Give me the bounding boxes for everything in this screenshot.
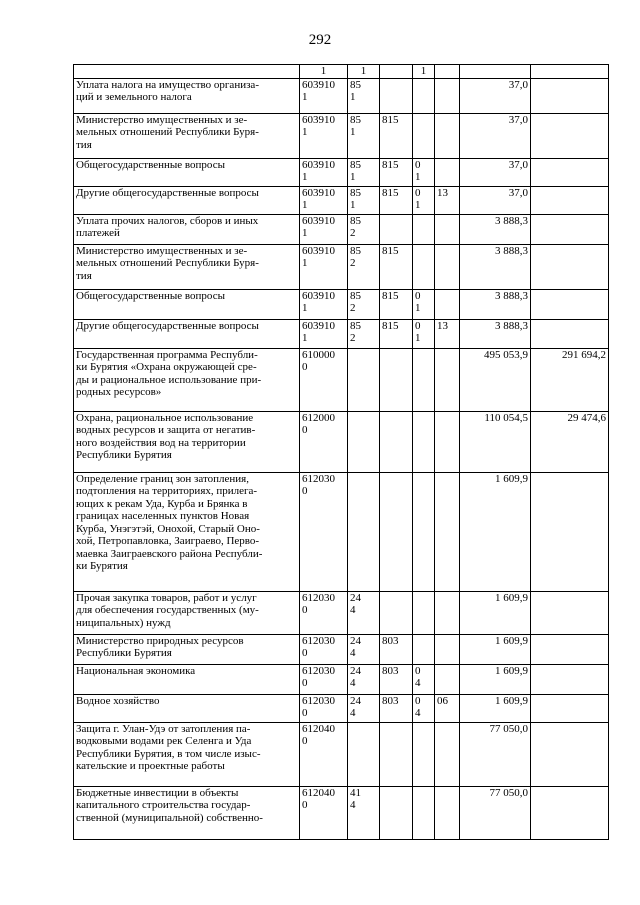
cell-name <box>74 65 300 79</box>
cell-amount: 1 609,9 <box>460 694 531 722</box>
cell-administrator: 815 <box>380 289 413 319</box>
cell-section: 0 4 <box>413 664 435 694</box>
cell-target-article: 612030 0 <box>300 591 348 634</box>
cell-name: Национальная экономика <box>74 664 300 694</box>
cell-name: Определение границ зон затопления, подтопления на территориях, прилега- ющих к рекам Уда, Курба и Брянка в границах населенных пунктов Новая Курба, Унэгэтэй, Онохой, Старый Оно- хой, Петропавловка, Заиграево, Перво- маевка Заиграевского района Республи- ки Бурятия <box>74 472 300 591</box>
cell-expense-type: 85 1 <box>348 158 380 186</box>
table-row <box>74 214 609 244</box>
table-row <box>74 664 609 694</box>
cell-amount: 37,0 <box>460 113 531 158</box>
cell-target-article: 612030 0 <box>300 634 348 664</box>
cell-subsection <box>435 786 460 839</box>
cell-amount-federal <box>531 186 609 214</box>
cell-amount-federal <box>531 472 609 591</box>
table-row <box>74 158 609 186</box>
cell-section <box>413 591 435 634</box>
cell-amount: 1 609,9 <box>460 472 531 591</box>
cell-expense-type: 85 1 <box>348 113 380 158</box>
cell-section: 0 1 <box>413 186 435 214</box>
cell-administrator <box>380 722 413 786</box>
cell-subsection <box>435 214 460 244</box>
cell-amount-federal: 29 474,6 <box>531 411 609 472</box>
cell-subsection: 13 <box>435 186 460 214</box>
cell-amount: 1 609,9 <box>460 634 531 664</box>
table-row <box>74 348 609 411</box>
table-row <box>74 78 609 113</box>
table-row <box>74 472 609 591</box>
cell-target-article: 603910 1 <box>300 186 348 214</box>
cell-section <box>413 634 435 664</box>
cell-expense-type: 85 2 <box>348 214 380 244</box>
cell-amount: 3 888,3 <box>460 289 531 319</box>
cell-section: 0 1 <box>413 158 435 186</box>
cell-subsection: 06 <box>435 694 460 722</box>
cell-subsection <box>435 722 460 786</box>
cell-administrator <box>380 65 413 79</box>
cell-expense-type: 1 <box>348 65 380 79</box>
cell-amount: 37,0 <box>460 158 531 186</box>
table-row <box>74 113 609 158</box>
cell-amount-federal <box>531 634 609 664</box>
cell-expense-type: 85 2 <box>348 289 380 319</box>
cell-expense-type: 41 4 <box>348 786 380 839</box>
cell-expense-type <box>348 348 380 411</box>
cell-expense-type: 24 4 <box>348 664 380 694</box>
cell-administrator <box>380 214 413 244</box>
table-row <box>74 786 609 839</box>
cell-administrator: 815 <box>380 113 413 158</box>
cell-subsection <box>435 289 460 319</box>
cell-amount-federal <box>531 694 609 722</box>
cell-administrator <box>380 411 413 472</box>
cell-amount <box>460 65 531 79</box>
cell-subsection <box>435 65 460 79</box>
cell-administrator: 803 <box>380 634 413 664</box>
cell-amount: 37,0 <box>460 186 531 214</box>
cell-subsection <box>435 113 460 158</box>
cell-amount: 3 888,3 <box>460 214 531 244</box>
cell-administrator: 803 <box>380 694 413 722</box>
cell-amount-federal: 291 694,2 <box>531 348 609 411</box>
cell-target-article: 603910 1 <box>300 244 348 289</box>
cell-name: Охрана, рациональное использование водных ресурсов и защита от негатив- ного воздействия вод на территории Республики Бурятия <box>74 411 300 472</box>
cell-name: Защита г. Улан-Удэ от затопления па- водковыми водами рек Селенга и Уда Республики Бурятия, в том числе изыс- кательские и проектные работы <box>74 722 300 786</box>
cell-target-article: 603910 1 <box>300 319 348 348</box>
cell-expense-type: 85 2 <box>348 244 380 289</box>
cell-target-article: 1 <box>300 65 348 79</box>
cell-expense-type <box>348 411 380 472</box>
cell-subsection: 13 <box>435 319 460 348</box>
budget-table <box>73 64 609 840</box>
cell-subsection <box>435 591 460 634</box>
cell-name: Министерство имущественных и зе- мельных отношений Республики Буря- тия <box>74 244 300 289</box>
table-row <box>74 411 609 472</box>
cell-subsection <box>435 78 460 113</box>
cell-name: Другие общегосударственные вопросы <box>74 186 300 214</box>
cell-section <box>413 722 435 786</box>
cell-target-article: 612030 0 <box>300 694 348 722</box>
cell-amount: 37,0 <box>460 78 531 113</box>
cell-amount: 1 609,9 <box>460 664 531 694</box>
table-row <box>74 289 609 319</box>
cell-target-article: 610000 0 <box>300 348 348 411</box>
cell-administrator <box>380 786 413 839</box>
cell-target-article: 612000 0 <box>300 411 348 472</box>
cell-section: 0 1 <box>413 289 435 319</box>
cell-amount-federal <box>531 214 609 244</box>
cell-administrator: 815 <box>380 244 413 289</box>
cell-section <box>413 786 435 839</box>
cell-target-article: 603910 1 <box>300 214 348 244</box>
table-row <box>74 319 609 348</box>
cell-target-article: 612030 0 <box>300 664 348 694</box>
table-row <box>74 694 609 722</box>
cell-subsection <box>435 348 460 411</box>
cell-amount-federal <box>531 289 609 319</box>
table-row <box>74 186 609 214</box>
cell-amount-federal <box>531 319 609 348</box>
cell-target-article: 603910 1 <box>300 113 348 158</box>
cell-administrator <box>380 348 413 411</box>
cell-target-article: 612040 0 <box>300 786 348 839</box>
cell-subsection <box>435 411 460 472</box>
cell-amount: 3 888,3 <box>460 319 531 348</box>
cell-administrator <box>380 591 413 634</box>
cell-amount-federal <box>531 786 609 839</box>
table-row <box>74 591 609 634</box>
cell-amount: 3 888,3 <box>460 244 531 289</box>
cell-target-article: 603910 1 <box>300 289 348 319</box>
cell-section <box>413 244 435 289</box>
cell-amount-federal <box>531 722 609 786</box>
cell-expense-type: 85 2 <box>348 319 380 348</box>
cell-section <box>413 472 435 591</box>
cell-amount-federal <box>531 244 609 289</box>
cell-expense-type: 85 1 <box>348 186 380 214</box>
cell-target-article: 612030 0 <box>300 472 348 591</box>
cell-amount-federal <box>531 664 609 694</box>
cell-amount: 495 053,9 <box>460 348 531 411</box>
cell-administrator <box>380 78 413 113</box>
cell-section <box>413 348 435 411</box>
page-number: 292 <box>308 32 332 48</box>
cell-name: Бюджетные инвестиции в объекты капитального строительства государ- ственной (муниципальной) собственно- <box>74 786 300 839</box>
table-row <box>74 722 609 786</box>
cell-subsection <box>435 634 460 664</box>
cell-administrator: 815 <box>380 319 413 348</box>
cell-subsection <box>435 664 460 694</box>
cell-subsection <box>435 158 460 186</box>
cell-amount: 77 050,0 <box>460 722 531 786</box>
cell-name: Государственная программа Республи- ки Бурятия «Охрана окружающей сре- ды и рациональное использование при- родных ресурсов» <box>74 348 300 411</box>
cell-section <box>413 214 435 244</box>
cell-name: Общегосударственные вопросы <box>74 289 300 319</box>
cell-section: 0 1 <box>413 319 435 348</box>
cell-section <box>413 411 435 472</box>
cell-section <box>413 113 435 158</box>
cell-name: Прочая закупка товаров, работ и услуг для обеспечения государственных (му- ниципальных) нужд <box>74 591 300 634</box>
cell-amount-federal <box>531 591 609 634</box>
cell-expense-type: 85 1 <box>348 78 380 113</box>
cell-section <box>413 78 435 113</box>
cell-section: 1 <box>413 65 435 79</box>
cell-amount: 110 054,5 <box>460 411 531 472</box>
cell-name: Уплата прочих налогов, сборов и иных платежей <box>74 214 300 244</box>
cell-name: Общегосударственные вопросы <box>74 158 300 186</box>
table-row <box>74 244 609 289</box>
column-number-row <box>74 65 609 79</box>
cell-amount: 1 609,9 <box>460 591 531 634</box>
cell-amount-federal <box>531 65 609 79</box>
cell-expense-type: 24 4 <box>348 634 380 664</box>
table-row <box>74 634 609 664</box>
cell-name: Водное хозяйство <box>74 694 300 722</box>
cell-expense-type: 24 4 <box>348 694 380 722</box>
table-body <box>74 65 609 840</box>
cell-administrator: 815 <box>380 186 413 214</box>
cell-name: Уплата налога на имущество организа- ций и земельного налога <box>74 78 300 113</box>
cell-amount-federal <box>531 113 609 158</box>
cell-amount-federal <box>531 78 609 113</box>
cell-name: Другие общегосударственные вопросы <box>74 319 300 348</box>
cell-target-article: 603910 1 <box>300 158 348 186</box>
cell-name: Министерство имущественных и зе- мельных отношений Республики Буря- тия <box>74 113 300 158</box>
cell-amount: 77 050,0 <box>460 786 531 839</box>
cell-administrator: 803 <box>380 664 413 694</box>
cell-subsection <box>435 472 460 591</box>
cell-section: 0 4 <box>413 694 435 722</box>
cell-expense-type: 24 4 <box>348 591 380 634</box>
cell-target-article: 612040 0 <box>300 722 348 786</box>
cell-administrator <box>380 472 413 591</box>
cell-expense-type <box>348 472 380 591</box>
cell-target-article: 603910 1 <box>300 78 348 113</box>
cell-administrator: 815 <box>380 158 413 186</box>
cell-expense-type <box>348 722 380 786</box>
cell-amount-federal <box>531 158 609 186</box>
cell-subsection <box>435 244 460 289</box>
cell-name: Министерство природных ресурсов Республики Бурятия <box>74 634 300 664</box>
